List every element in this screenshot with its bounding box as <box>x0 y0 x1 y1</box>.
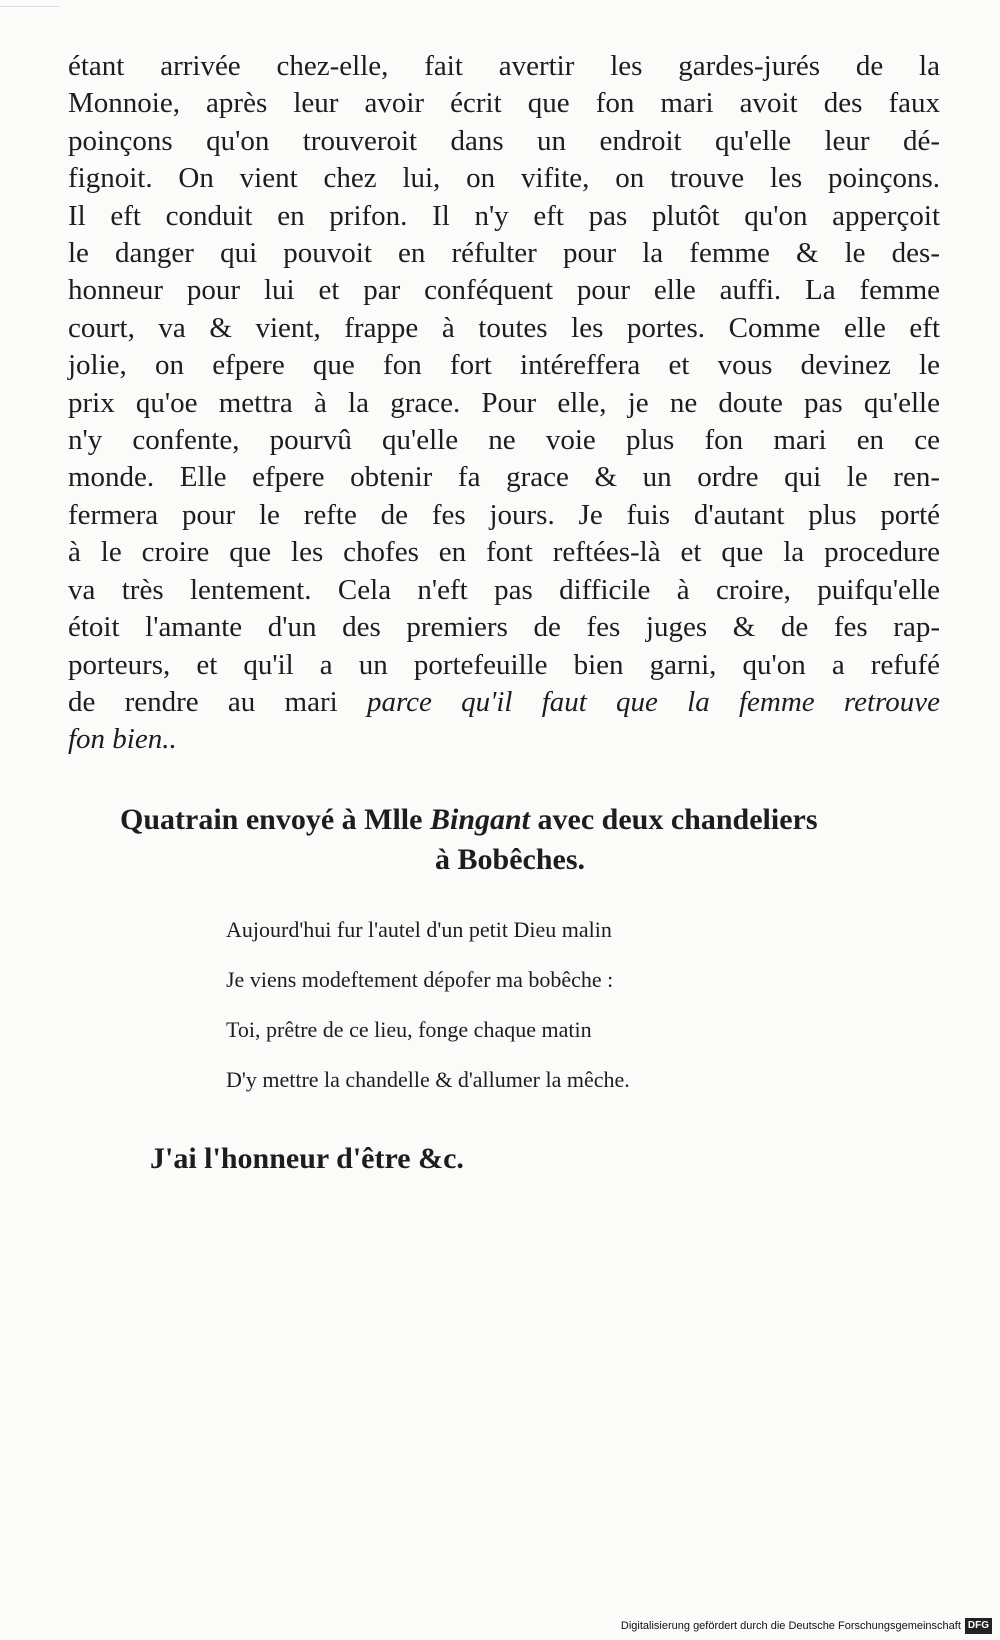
prose-block <box>68 48 940 759</box>
prose-line <box>68 684 940 721</box>
verse-line: Aujourd'hui fur l'autel d'un petit Dieu malin <box>226 917 612 942</box>
quatrain-heading <box>120 800 900 880</box>
prose-line: Monnoie, après leur avoir écrit que fon mari avoit des faux <box>68 87 940 120</box>
prose-italic: parce qu'il faut que la femme retrouve <box>366 685 940 718</box>
verse-line: D'y mettre la chandelle & d'allumer la mêche. <box>226 1067 630 1092</box>
prose-line: fermera pour le refte de fes jours. Je fuis d'autant plus porté <box>68 498 940 531</box>
prose-line: porteurs, et qu'il a un portefeuille bien garni, qu'on a refufé <box>68 648 940 681</box>
heading-line-1 <box>120 800 900 840</box>
prose-line: fignoit. On vient chez lui, on vifite, on trouve les poinçons. <box>68 162 940 195</box>
heading-text: Quatrain envoyé à Mlle <box>120 803 430 836</box>
scan-edge <box>0 0 60 7</box>
footer-text: Digitalisierung gefördert durch die Deutsche Forschungsgemeinschaft <box>620 1620 961 1632</box>
heading-text: avec deux chandeliers <box>530 803 818 836</box>
quatrain-verse <box>226 905 826 1105</box>
verse-line: Je viens modeftement dépofer ma bobêche : <box>226 967 614 992</box>
prose-line: court, va & vient, frappe à toutes les portes. Comme elle eft <box>68 311 940 344</box>
prose-line: n'y confente, pourvû qu'elle ne voie plus fon mari en ce <box>68 424 940 457</box>
prose-line: monde. Elle efpere obtenir fa grace & un ordre qui le ren- <box>68 461 940 494</box>
prose-line: poinçons qu'on trouveroit dans un endroit qu'elle leur dé- <box>68 124 940 157</box>
prose-line: le danger qui pouvoit en réfulter pour la femme & le des- <box>68 237 940 270</box>
prose-line: honneur pour lui et par conféquent pour elle auffi. La femme <box>68 274 940 307</box>
dfg-logo: DFG <box>965 1618 992 1634</box>
prose-line: étoit l'amante d'un des premiers de fes juges & de fes rap- <box>68 611 940 644</box>
closing-line: J'ai l'honneur d'être &c. <box>150 1142 464 1175</box>
verse-line: Toi, prêtre de ce lieu, fonge chaque matin <box>226 1017 592 1042</box>
prose-text: de rendre au mari <box>68 685 367 718</box>
prose-final-line: fon bien.. <box>68 723 177 756</box>
prose-line: à le croire que les chofes en font reftées-là et que la procedure <box>68 536 940 569</box>
heading-name: Bingant <box>429 803 531 836</box>
prose-line: étant arrivée chez-elle, fait avertir les gardes-jurés de la <box>68 50 940 82</box>
heading-line-2: à Bobêches. <box>435 843 585 876</box>
prose-line: jolie, on efpere que fon fort intéreffera et vous devinez le <box>68 349 940 382</box>
prose-line: Il eft conduit en prifon. Il n'y eft pas plutôt qu'on apperçoit <box>68 199 940 232</box>
prose-line: prix qu'oe mettra à la grace. Pour elle, je ne doute pas qu'elle <box>68 386 940 419</box>
digitization-footer <box>621 1616 992 1636</box>
prose-line: va très lentement. Cela n'eft pas difficile à croire, puifqu'elle <box>68 573 940 606</box>
